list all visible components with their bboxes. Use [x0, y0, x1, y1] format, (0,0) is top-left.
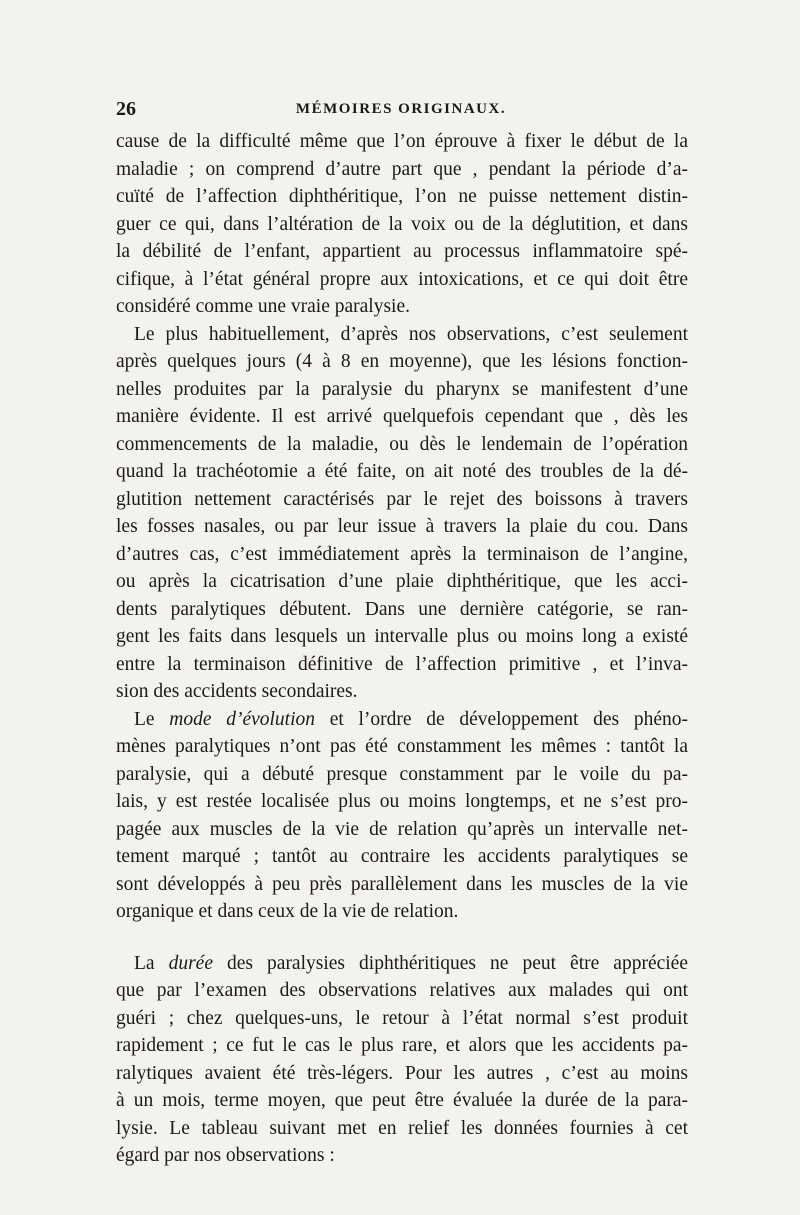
text-line: entre la terminaison définitive de l’affection primitive , et l’inva- — [116, 653, 688, 675]
text-line: glutition nettement caractérisés par le rejet des boissons à travers — [116, 488, 688, 510]
text-line: quand la trachéotomie a été faite, on ait noté des troubles de la dé- — [116, 461, 688, 482]
text-line: Le plus habituellement, d’après nos observations, c’est seulement — [134, 323, 688, 345]
text-line: dents paralytiques débutent. Dans une dernière catégorie, se ran- — [116, 598, 688, 620]
text-line: paralysie, qui a débuté presque constamment par le voile du pa- — [116, 763, 688, 785]
text-line: tement marqué ; tantôt au contraire les accidents paralytiques se — [116, 846, 688, 867]
text-run: des paralysies diphthéritiques ne peut être appréciée — [213, 952, 688, 974]
text-line: rapidement ; ce fut le cas le plus rare, et alors que les accidents pa- — [116, 1035, 688, 1056]
text-run: et l’ordre de développement des phéno- — [315, 708, 688, 730]
text-line: gent les faits dans lesquels un intervalle plus ou moins long a existé — [116, 626, 688, 647]
text-line: égard par nos observations : — [116, 1145, 335, 1166]
text-line: mènes paralytiques n’ont pas été constamment les mêmes : tantôt la — [116, 736, 688, 757]
text-line: cause de la difficulté même que l’on éprouve à fixer le début de la — [116, 131, 688, 152]
text-line: la débilité de l’enfant, appartient au processus inflammatoire spé- — [116, 241, 688, 262]
italic-term: durée — [168, 952, 213, 974]
paragraph-3 — [116, 706, 688, 926]
text-line: ou après la cicatrisation d’une plaie diphthéritique, que les acci- — [116, 571, 688, 592]
text-line: guer ce qui, dans l’altération de la voix ou de la déglutition, et dans — [116, 213, 688, 235]
text-line: sion des accidents secondaires. — [116, 681, 358, 702]
text-line: considéré comme une vraie paralysie. — [116, 296, 410, 317]
text-line: lais, y est restée localisée plus ou moins longtemps, et ne s’est pro- — [116, 791, 688, 812]
text-line: cifique, à l’état général propre aux intoxications, et ce qui doit être — [116, 268, 688, 290]
text-line: lysie. Le tableau suivant met en relief les données fournies à cet — [116, 1117, 688, 1139]
text-line: à un mois, terme moyen, que peut être évaluée la durée de la para- — [116, 1090, 688, 1111]
text-line: cuïté de l’affection diphthéritique, l’on ne puisse nettement distin- — [116, 186, 688, 207]
page-header — [116, 98, 686, 124]
page-body — [116, 128, 688, 1170]
text-run: La — [134, 952, 169, 974]
running-head: MÉMOIRES ORIGINAUX. — [295, 101, 507, 117]
text-line: manière évidente. Il est arrivé quelquefois cependant que , dès les — [116, 406, 688, 427]
text-line: ralytiques avaient été très-légers. Pour les autres , c’est au moins — [116, 1062, 688, 1084]
text-line: guéri ; chez quelques-uns, le retour à l’état normal s’est produit — [116, 1007, 688, 1029]
paragraph-1 — [116, 128, 688, 321]
italic-term: mode d’évolution — [169, 708, 316, 730]
page-number: 26 — [116, 98, 136, 120]
text-line: maladie ; on comprend d’autre part que , pendant la période d’a- — [116, 158, 688, 180]
text-line — [116, 950, 688, 978]
text-line: après quelques jours (4 à 8 en moyenne), que les lésions fonction- — [116, 351, 688, 372]
paragraph-2 — [116, 321, 688, 706]
text-line: pagée aux muscles de la vie de relation qu’après un intervalle net- — [116, 818, 688, 840]
text-line: organique et dans ceux de la vie de relation. — [116, 901, 459, 922]
text-line: commencements de la maladie, ou dès le lendemain de l’opération — [116, 433, 688, 455]
paragraph-gap — [116, 926, 688, 950]
text-line: d’autres cas, c’est immédiatement après la terminaison de l’angine, — [116, 543, 688, 565]
text-line: que par l’examen des observations relatives aux malades qui ont — [116, 980, 688, 1001]
text-line: nelles produites par la paralysie du pharynx se manifestent d’une — [116, 378, 688, 400]
text-line — [116, 706, 688, 734]
text-run: Le — [134, 708, 170, 730]
paragraph-4 — [116, 950, 688, 1170]
text-line: les fosses nasales, ou par leur issue à travers la plaie du cou. Dans — [116, 516, 688, 537]
text-line: sont développés à peu près parallèlement dans les muscles de la vie — [116, 873, 688, 895]
